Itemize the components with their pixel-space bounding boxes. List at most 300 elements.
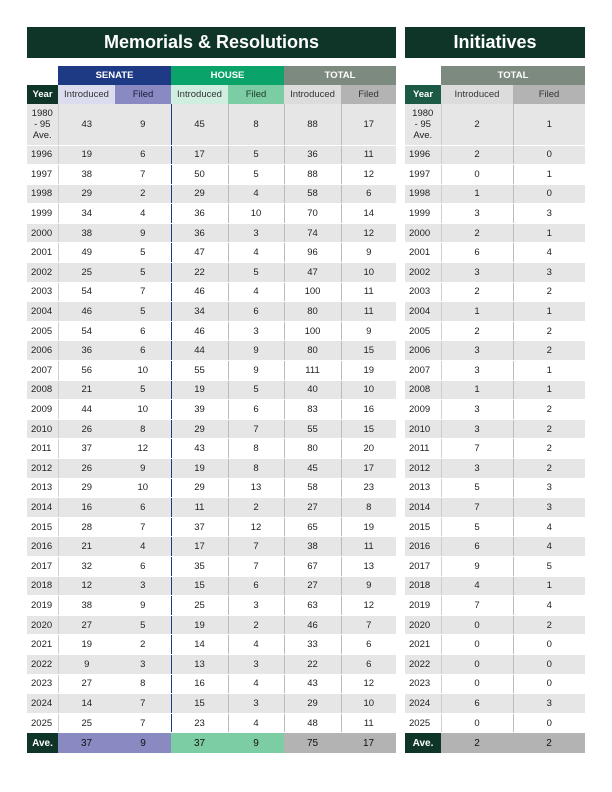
senate-introduced-cell: 19 <box>58 145 115 165</box>
house-filed-cell: 8 <box>228 104 284 145</box>
total-introduced-cell: 83 <box>284 400 341 420</box>
initiatives-filed-cell: 1 <box>513 223 585 243</box>
senate-introduced-cell: 14 <box>58 694 115 714</box>
memorials-row <box>27 635 396 655</box>
total-introduced-cell: 70 <box>284 204 341 224</box>
initiatives-year-cell: 2018 <box>405 576 441 596</box>
total-introduced-cell: 47 <box>284 263 341 283</box>
house-introduced-cell: 14 <box>171 635 228 655</box>
initiatives-year-cell: 2021 <box>405 635 441 655</box>
house-introduced-cell: 35 <box>171 556 228 576</box>
total-filed-cell: 20 <box>341 439 396 459</box>
memorials-year-cell: 2008 <box>27 380 58 400</box>
initiatives-filed-cell: 2 <box>513 282 585 302</box>
memorials-row <box>27 104 396 145</box>
senate-filed-header: Filed <box>115 85 171 104</box>
memorials-year-cell: 2002 <box>27 263 58 283</box>
house-filed-cell: 3 <box>228 694 284 714</box>
total-filed-cell: 23 <box>341 478 396 498</box>
house-introduced-cell: 29 <box>171 419 228 439</box>
memorials-year-cell: 2009 <box>27 400 58 420</box>
total-filed-cell: 9 <box>341 576 396 596</box>
initiatives-filed-cell: 3 <box>513 204 585 224</box>
initiatives-total-group-header: TOTAL <box>441 66 585 85</box>
initiatives-year-cell: 2022 <box>405 654 441 674</box>
initiatives-row <box>405 282 585 302</box>
total-filed-cell: 10 <box>341 380 396 400</box>
house-introduced-cell: 29 <box>171 478 228 498</box>
total-filed-cell: 9 <box>341 321 396 341</box>
house-filed-cell: 4 <box>228 184 284 204</box>
total-filed-cell: 6 <box>341 184 396 204</box>
senate-filed-cell: 10 <box>115 478 171 498</box>
total-introduced-cell: 80 <box>284 439 341 459</box>
memorials-year-cell: 2016 <box>27 537 58 557</box>
total-introduced-cell: 33 <box>284 635 341 655</box>
house-introduced-header: Introduced <box>171 85 228 104</box>
year-range-line: - 95 <box>34 118 51 130</box>
initiatives-introduced-cell: 4 <box>441 576 513 596</box>
total-introduced-cell: 27 <box>284 576 341 596</box>
memorials-row <box>27 419 396 439</box>
senate-filed-cell: 5 <box>115 243 171 263</box>
initiatives-introduced-cell: 6 <box>441 243 513 263</box>
house-introduced-cell: 37 <box>171 517 228 537</box>
senate-filed-cell: 6 <box>115 145 171 165</box>
memorials-row <box>27 556 396 576</box>
senate-filed-cell: 9 <box>115 104 171 145</box>
initiatives-title: Initiatives <box>405 27 585 58</box>
house-introduced-cell: 17 <box>171 537 228 557</box>
senate-filed-cell: 12 <box>115 439 171 459</box>
total-introduced-cell: 65 <box>284 517 341 537</box>
initiatives-filed-cell: 1 <box>513 302 585 322</box>
house-filed-cell: 7 <box>228 556 284 576</box>
initiatives-filed-cell: 5 <box>513 556 585 576</box>
house-introduced-cell: 46 <box>171 282 228 302</box>
senate-introduced-cell: 36 <box>58 341 115 361</box>
initiatives-year-cell: 2012 <box>405 459 441 479</box>
initiatives-introduced-cell: 0 <box>441 635 513 655</box>
memorials-year-cell: 1999 <box>27 204 58 224</box>
senate-introduced-cell: 44 <box>58 400 115 420</box>
total-filed-cell: 12 <box>341 165 396 185</box>
senate-filed-cell: 4 <box>115 204 171 224</box>
initiatives-filed-cell: 4 <box>513 537 585 557</box>
total-introduced-cell: 55 <box>284 419 341 439</box>
initiatives-row <box>405 439 585 459</box>
total-introduced-cell: 100 <box>284 282 341 302</box>
house-filed-cell: 6 <box>228 400 284 420</box>
initiatives-row <box>405 694 585 714</box>
memorials-year-cell: 2003 <box>27 282 58 302</box>
average-label: Ave. <box>27 733 58 753</box>
initiatives-row <box>405 556 585 576</box>
initiatives-filed-cell: 3 <box>513 263 585 283</box>
house-filed-cell: 13 <box>228 478 284 498</box>
total-introduced-cell: 80 <box>284 341 341 361</box>
senate-introduced-cell: 32 <box>58 556 115 576</box>
memorials-year-cell: 2018 <box>27 576 58 596</box>
house-filed-cell: 2 <box>228 615 284 635</box>
house-introduced-cell: 23 <box>171 713 228 733</box>
house-introduced-cell: 45 <box>171 104 228 145</box>
initiatives-row <box>405 596 585 616</box>
initiatives-filed-cell: 4 <box>513 243 585 263</box>
house-filed-cell: 3 <box>228 596 284 616</box>
initiatives-year-cell: 2019 <box>405 596 441 616</box>
memorials-row <box>27 713 396 733</box>
initiatives-row <box>405 243 585 263</box>
average-senate-filed: 9 <box>115 733 171 753</box>
memorials-row <box>27 184 396 204</box>
initiatives-introduced-cell: 2 <box>441 104 513 145</box>
memorials-year-cell <box>27 104 58 145</box>
house-introduced-cell: 34 <box>171 302 228 322</box>
house-introduced-cell: 44 <box>171 341 228 361</box>
total-filed-cell: 12 <box>341 674 396 694</box>
memorials-year-cell: 2024 <box>27 694 58 714</box>
house-introduced-cell: 19 <box>171 380 228 400</box>
senate-filed-cell: 3 <box>115 576 171 596</box>
initiatives-year-cell: 2016 <box>405 537 441 557</box>
total-filed-cell: 6 <box>341 635 396 655</box>
memorials-year-cell: 2014 <box>27 498 58 518</box>
senate-introduced-cell: 37 <box>58 439 115 459</box>
memorials-row <box>27 459 396 479</box>
memorials-row <box>27 615 396 635</box>
memorials-year-cell: 2001 <box>27 243 58 263</box>
total-filed-cell: 15 <box>341 419 396 439</box>
initiatives-filed-cell: 3 <box>513 498 585 518</box>
house-filed-cell: 12 <box>228 517 284 537</box>
initiatives-row <box>405 380 585 400</box>
initiatives-introduced-cell: 2 <box>441 321 513 341</box>
senate-introduced-header: Introduced <box>58 85 115 104</box>
memorials-row <box>27 674 396 694</box>
senate-filed-cell: 10 <box>115 361 171 381</box>
initiatives-filed-cell: 2 <box>513 459 585 479</box>
house-group-header: HOUSE <box>171 66 284 85</box>
memorials-row <box>27 321 396 341</box>
memorials-title: Memorials & Resolutions <box>27 27 396 58</box>
senate-introduced-cell: 19 <box>58 635 115 655</box>
house-filed-cell: 7 <box>228 419 284 439</box>
memorials-row <box>27 694 396 714</box>
initiatives-introduced-cell: 2 <box>441 223 513 243</box>
average-total-introduced: 75 <box>284 733 341 753</box>
senate-filed-cell: 2 <box>115 184 171 204</box>
initiatives-row <box>405 263 585 283</box>
house-filed-cell: 3 <box>228 654 284 674</box>
senate-introduced-cell: 43 <box>58 104 115 145</box>
initiatives-introduced-cell: 3 <box>441 204 513 224</box>
initiatives-introduced-cell: 0 <box>441 165 513 185</box>
initiatives-introduced-cell: 3 <box>441 361 513 381</box>
initiatives-row <box>405 145 585 165</box>
initiatives-year-cell: 2001 <box>405 243 441 263</box>
total-filed-cell: 19 <box>341 517 396 537</box>
memorials-year-cell: 2025 <box>27 713 58 733</box>
memorials-row <box>27 204 396 224</box>
year-range-line: 1980 <box>31 107 53 119</box>
memorials-row <box>27 165 396 185</box>
total-introduced-cell: 58 <box>284 478 341 498</box>
house-filed-cell: 4 <box>228 713 284 733</box>
initiatives-introduced-cell: 5 <box>441 478 513 498</box>
memorials-row <box>27 341 396 361</box>
senate-filed-cell: 7 <box>115 694 171 714</box>
total-filed-cell: 19 <box>341 361 396 381</box>
house-introduced-cell: 36 <box>171 204 228 224</box>
house-filed-cell: 8 <box>228 459 284 479</box>
average-total-filed: 17 <box>341 733 396 753</box>
initiatives-row <box>405 713 585 733</box>
senate-introduced-cell: 12 <box>58 576 115 596</box>
house-introduced-cell: 15 <box>171 576 228 596</box>
initiatives-introduced-cell: 0 <box>441 674 513 694</box>
house-filed-header: Filed <box>228 85 284 104</box>
memorials-year-cell: 2007 <box>27 361 58 381</box>
initiatives-body <box>405 104 585 733</box>
initiatives-row <box>405 400 585 420</box>
house-filed-cell: 9 <box>228 341 284 361</box>
total-introduced-cell: 36 <box>284 145 341 165</box>
initiatives-introduced-cell: 2 <box>441 145 513 165</box>
initiatives-year-cell: 2007 <box>405 361 441 381</box>
memorials-year-cell: 2015 <box>27 517 58 537</box>
senate-introduced-cell: 21 <box>58 380 115 400</box>
house-filed-cell: 4 <box>228 243 284 263</box>
initiatives-year-cell: 2014 <box>405 498 441 518</box>
total-introduced-cell: 40 <box>284 380 341 400</box>
memorials-year-cell: 2021 <box>27 635 58 655</box>
total-introduced-cell: 22 <box>284 654 341 674</box>
initiatives-year-cell: 2024 <box>405 694 441 714</box>
initiatives-row <box>405 674 585 694</box>
initiatives-filed-cell: 1 <box>513 104 585 145</box>
memorials-row <box>27 400 396 420</box>
initiatives-year-cell: 2004 <box>405 302 441 322</box>
initiatives-row <box>405 184 585 204</box>
total-filed-cell: 10 <box>341 694 396 714</box>
house-filed-cell: 5 <box>228 165 284 185</box>
initiatives-introduced-cell: 1 <box>441 302 513 322</box>
senate-introduced-cell: 38 <box>58 223 115 243</box>
initiatives-average-introduced: 2 <box>441 733 513 753</box>
total-filed-cell: 14 <box>341 204 396 224</box>
average-house-filed: 9 <box>228 733 284 753</box>
memorials-average-row <box>27 733 396 753</box>
initiatives-year-cell: 1999 <box>405 204 441 224</box>
total-filed-cell: 17 <box>341 104 396 145</box>
memorials-row <box>27 517 396 537</box>
memorials-year-cell: 1997 <box>27 165 58 185</box>
initiatives-filed-cell: 0 <box>513 674 585 694</box>
house-introduced-cell: 25 <box>171 596 228 616</box>
senate-introduced-cell: 25 <box>58 713 115 733</box>
memorials-row <box>27 576 396 596</box>
memorials-year-cell: 2004 <box>27 302 58 322</box>
initiatives-introduced-header: Introduced <box>441 85 513 104</box>
initiatives-row <box>405 165 585 185</box>
initiatives-year-cell: 2005 <box>405 321 441 341</box>
house-introduced-cell: 19 <box>171 459 228 479</box>
house-filed-cell: 5 <box>228 380 284 400</box>
memorials-row <box>27 223 396 243</box>
initiatives-introduced-cell: 7 <box>441 439 513 459</box>
house-introduced-cell: 29 <box>171 184 228 204</box>
total-introduced-cell: 63 <box>284 596 341 616</box>
year-range-line: 1980 <box>412 107 434 119</box>
total-filed-header: Filed <box>341 85 396 104</box>
senate-introduced-cell: 38 <box>58 165 115 185</box>
memorials-year-cell: 2010 <box>27 419 58 439</box>
house-introduced-cell: 55 <box>171 361 228 381</box>
house-filed-cell: 4 <box>228 635 284 655</box>
initiatives-table <box>405 66 585 753</box>
senate-introduced-cell: 29 <box>58 478 115 498</box>
memorials-row <box>27 478 396 498</box>
average-senate-introduced: 37 <box>58 733 115 753</box>
house-introduced-cell: 22 <box>171 263 228 283</box>
memorials-row <box>27 282 396 302</box>
house-introduced-cell: 11 <box>171 498 228 518</box>
house-introduced-cell: 16 <box>171 674 228 694</box>
memorials-year-cell: 2012 <box>27 459 58 479</box>
initiatives-row <box>405 104 585 145</box>
initiatives-introduced-cell: 3 <box>441 400 513 420</box>
memorials-table <box>27 66 396 753</box>
initiatives-filed-cell: 0 <box>513 654 585 674</box>
initiatives-row <box>405 361 585 381</box>
initiatives-year-cell: 2006 <box>405 341 441 361</box>
memorials-year-cell: 2013 <box>27 478 58 498</box>
senate-introduced-cell: 29 <box>58 184 115 204</box>
initiatives-filed-cell: 1 <box>513 165 585 185</box>
initiatives-year-cell: 1998 <box>405 184 441 204</box>
senate-introduced-cell: 49 <box>58 243 115 263</box>
total-filed-cell: 17 <box>341 459 396 479</box>
memorials-year-cell: 2006 <box>27 341 58 361</box>
house-filed-cell: 4 <box>228 674 284 694</box>
memorials-row <box>27 498 396 518</box>
year-range-line: Ave. <box>413 129 433 141</box>
initiatives-filed-cell: 1 <box>513 380 585 400</box>
memorials-year-cell: 1996 <box>27 145 58 165</box>
initiatives-filed-cell: 0 <box>513 145 585 165</box>
initiatives-year-cell: 2023 <box>405 674 441 694</box>
senate-introduced-cell: 56 <box>58 361 115 381</box>
initiatives-row <box>405 223 585 243</box>
initiatives-introduced-cell: 3 <box>441 419 513 439</box>
senate-introduced-cell: 27 <box>58 674 115 694</box>
senate-filed-cell: 2 <box>115 635 171 655</box>
memorials-year-cell: 1998 <box>27 184 58 204</box>
initiatives-filed-cell: 3 <box>513 478 585 498</box>
initiatives-introduced-cell: 6 <box>441 694 513 714</box>
total-filed-cell: 7 <box>341 615 396 635</box>
senate-introduced-cell: 25 <box>58 263 115 283</box>
senate-group-header: SENATE <box>58 66 171 85</box>
initiatives-introduced-cell: 3 <box>441 341 513 361</box>
senate-introduced-cell: 27 <box>58 615 115 635</box>
initiatives-row <box>405 204 585 224</box>
house-filed-cell: 4 <box>228 282 284 302</box>
initiatives-year-cell: 2003 <box>405 282 441 302</box>
total-introduced-cell: 43 <box>284 674 341 694</box>
year-range-line: - 95 <box>414 118 431 130</box>
senate-filed-cell: 8 <box>115 674 171 694</box>
total-introduced-cell: 88 <box>284 165 341 185</box>
total-introduced-cell: 45 <box>284 459 341 479</box>
total-introduced-cell: 96 <box>284 243 341 263</box>
house-filed-cell: 3 <box>228 223 284 243</box>
initiatives-filed-cell: 0 <box>513 635 585 655</box>
initiatives-row <box>405 321 585 341</box>
house-introduced-cell: 15 <box>171 694 228 714</box>
initiatives-introduced-cell: 6 <box>441 537 513 557</box>
total-introduced-cell: 58 <box>284 184 341 204</box>
total-introduced-cell: 111 <box>284 361 341 381</box>
senate-introduced-cell: 26 <box>58 419 115 439</box>
total-filed-cell: 13 <box>341 556 396 576</box>
memorials-year-cell: 2020 <box>27 615 58 635</box>
initiatives-row <box>405 517 585 537</box>
total-introduced-cell: 100 <box>284 321 341 341</box>
house-introduced-cell: 46 <box>171 321 228 341</box>
senate-introduced-cell: 21 <box>58 537 115 557</box>
initiatives-introduced-cell: 0 <box>441 654 513 674</box>
memorials-row <box>27 361 396 381</box>
house-introduced-cell: 43 <box>171 439 228 459</box>
memorials-row <box>27 145 396 165</box>
memorials-year-cell: 2005 <box>27 321 58 341</box>
senate-introduced-cell: 54 <box>58 282 115 302</box>
initiatives-year-cell: 2009 <box>405 400 441 420</box>
blank-header <box>405 66 441 85</box>
senate-introduced-cell: 46 <box>58 302 115 322</box>
senate-filed-cell: 5 <box>115 615 171 635</box>
initiatives-introduced-cell: 1 <box>441 380 513 400</box>
initiatives-introduced-cell: 7 <box>441 596 513 616</box>
initiatives-year-cell: 2000 <box>405 223 441 243</box>
initiatives-year-cell: 1996 <box>405 145 441 165</box>
senate-introduced-cell: 34 <box>58 204 115 224</box>
year-column-header: Year <box>27 85 58 104</box>
house-filed-cell: 5 <box>228 145 284 165</box>
memorials-year-cell: 2017 <box>27 556 58 576</box>
senate-filed-cell: 7 <box>115 713 171 733</box>
initiatives-introduced-cell: 0 <box>441 615 513 635</box>
total-filed-cell: 15 <box>341 341 396 361</box>
house-introduced-cell: 39 <box>171 400 228 420</box>
initiatives-row <box>405 635 585 655</box>
senate-filed-cell: 7 <box>115 517 171 537</box>
initiatives-row <box>405 459 585 479</box>
memorials-row <box>27 596 396 616</box>
total-filed-cell: 11 <box>341 282 396 302</box>
memorials-year-cell: 2022 <box>27 654 58 674</box>
initiatives-filed-cell: 2 <box>513 439 585 459</box>
senate-introduced-cell: 28 <box>58 517 115 537</box>
house-filed-cell: 2 <box>228 498 284 518</box>
initiatives-filed-cell: 2 <box>513 419 585 439</box>
senate-introduced-cell: 16 <box>58 498 115 518</box>
total-introduced-cell: 67 <box>284 556 341 576</box>
house-filed-cell: 5 <box>228 263 284 283</box>
senate-filed-cell: 6 <box>115 498 171 518</box>
